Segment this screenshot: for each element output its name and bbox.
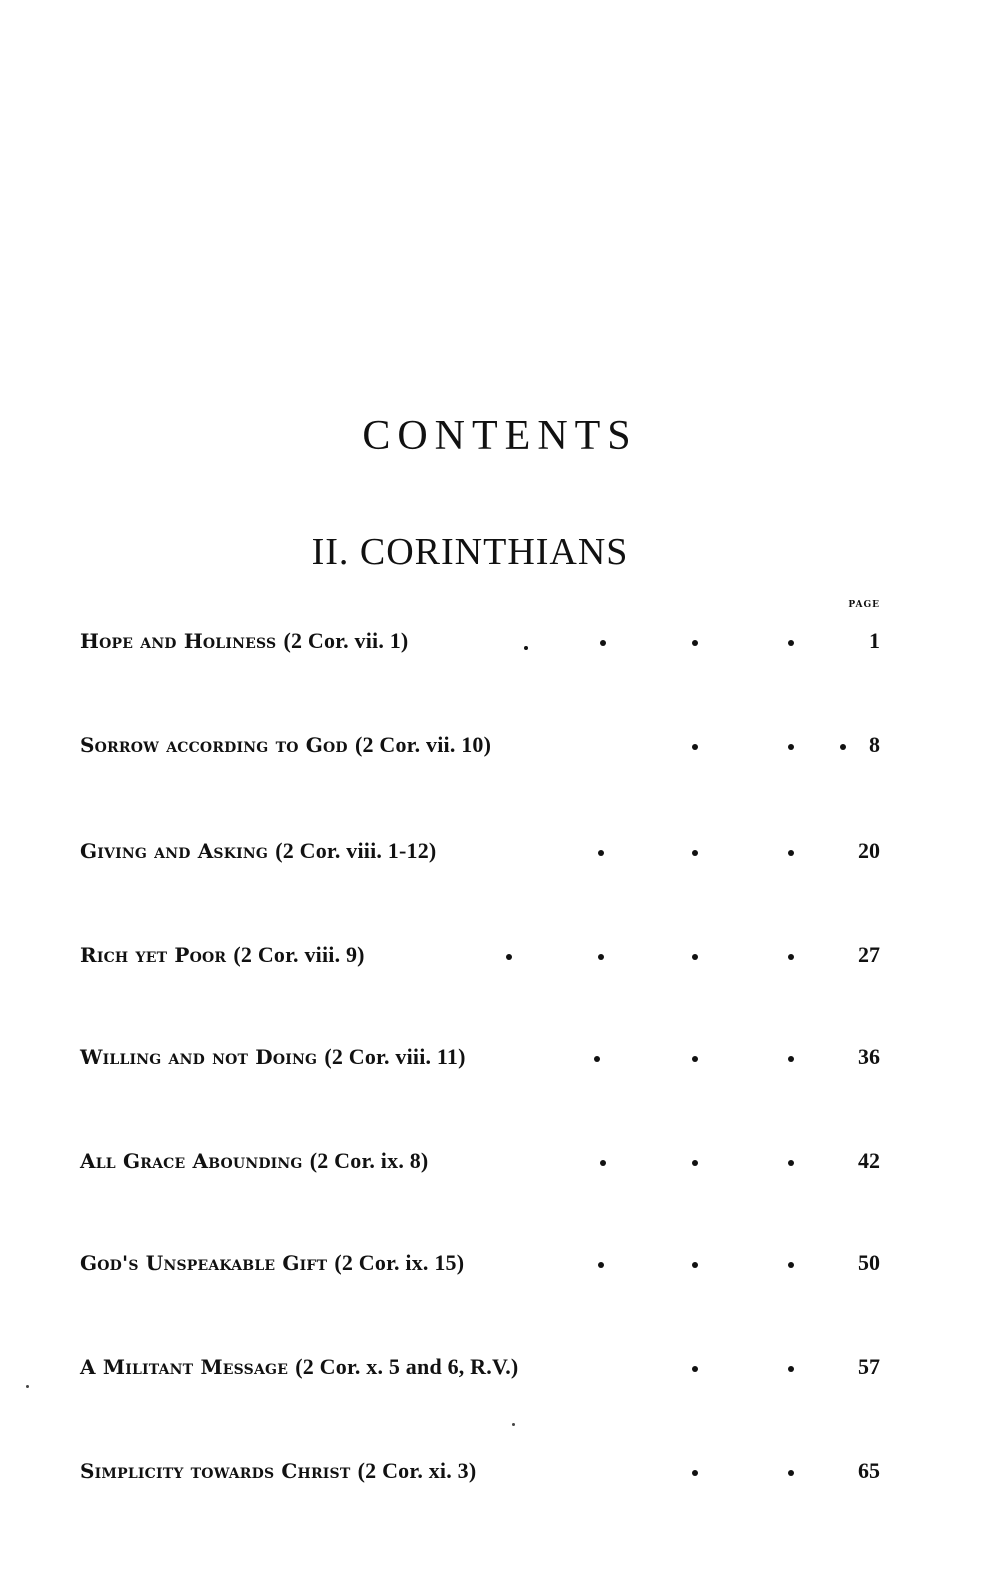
toc-entry-name: Giving and Asking <box>80 839 269 863</box>
toc-entry-title <box>80 838 436 864</box>
toc-entry-name: A Militant Message <box>80 1355 289 1379</box>
toc-entry-page: 42 <box>858 1148 880 1173</box>
leader-dot <box>788 1470 794 1476</box>
section-heading: II. CORINTHIANS <box>311 531 629 573</box>
toc-entry[interactable] <box>80 942 880 976</box>
leader-dot <box>692 1262 698 1268</box>
toc-entry[interactable] <box>80 1148 880 1182</box>
toc-entry-title <box>80 1148 428 1174</box>
stray-print-mark <box>512 1423 515 1426</box>
toc-entry-page: 27 <box>858 942 880 967</box>
leader-dot <box>692 744 698 750</box>
toc-entry-reference: (2 Cor. x. 5 and 6, R.V.) <box>295 1354 519 1379</box>
page-column-label: PAGE <box>848 600 880 610</box>
toc-entry-title <box>80 1354 518 1380</box>
leader-dot <box>840 744 846 750</box>
leader-dot <box>598 1262 604 1268</box>
toc-entry-reference: (2 Cor. xi. 3) <box>357 1458 477 1483</box>
leader-dot <box>788 954 794 960</box>
toc-entry-title <box>80 942 365 968</box>
toc-entry-page: 20 <box>858 838 880 863</box>
toc-entry-reference: (2 Cor. ix. 15) <box>334 1250 465 1275</box>
toc-entry[interactable] <box>80 1458 880 1492</box>
leader-dot <box>692 1160 698 1166</box>
toc-entry-reference: (2 Cor. ix. 8) <box>309 1148 429 1173</box>
stray-print-mark <box>26 1385 29 1388</box>
toc-entry-reference: (2 Cor. viii. 11) <box>324 1044 466 1069</box>
leader-dot <box>594 1056 600 1062</box>
leader-dot <box>524 646 528 650</box>
toc-entry[interactable] <box>80 838 880 872</box>
toc-entry-name: God's Unspeakable Gift <box>80 1251 328 1275</box>
toc-entry[interactable] <box>80 1354 880 1388</box>
toc-entry-title <box>80 1458 476 1484</box>
leader-dot <box>692 1470 698 1476</box>
toc-entry-reference: (2 Cor. viii. 9) <box>233 942 365 967</box>
toc-entry-name: Simplicity towards Christ <box>80 1459 351 1483</box>
leader-dot <box>598 954 604 960</box>
toc-entry[interactable] <box>80 628 880 662</box>
toc-entry-page: 65 <box>858 1458 880 1483</box>
toc-entry-title <box>80 628 408 654</box>
leader-dot <box>692 954 698 960</box>
toc-entry[interactable] <box>80 1250 880 1284</box>
toc-entry-title <box>80 1044 466 1070</box>
page-heading: CONTENTS <box>362 413 638 459</box>
leader-dot <box>598 850 604 856</box>
leader-dot <box>692 850 698 856</box>
toc-entry-name: Sorrow according to God <box>80 733 348 757</box>
toc-entry-name: Rich yet Poor <box>80 943 227 967</box>
leader-dot <box>506 954 512 960</box>
leader-dot <box>788 1160 794 1166</box>
toc-entry[interactable] <box>80 732 880 766</box>
toc-entry-reference: (2 Cor. viii. 1-12) <box>275 838 437 863</box>
leader-dot <box>788 744 794 750</box>
leader-dot <box>692 1366 698 1372</box>
toc-entry-page: 8 <box>869 732 880 757</box>
toc-entry-page: 50 <box>858 1250 880 1275</box>
toc-entry-page: 36 <box>858 1044 880 1069</box>
toc-entry[interactable] <box>80 1044 880 1078</box>
leader-dot <box>600 640 606 646</box>
leader-dot <box>788 850 794 856</box>
leader-dot <box>788 1262 794 1268</box>
leader-dot <box>692 1056 698 1062</box>
toc-entry-page: 1 <box>869 628 880 653</box>
toc-entry-reference: (2 Cor. vii. 1) <box>283 628 409 653</box>
toc-entry-reference: (2 Cor. vii. 10) <box>354 732 492 757</box>
toc-entry-title <box>80 732 491 758</box>
toc-entry-title <box>80 1250 464 1276</box>
toc-entry-name: Willing and not Doing <box>80 1045 318 1069</box>
toc-entry-name: All Grace Abounding <box>80 1149 303 1173</box>
leader-dot <box>600 1160 606 1166</box>
leader-dot <box>788 640 794 646</box>
leader-dot <box>788 1056 794 1062</box>
leader-dot <box>788 1366 794 1372</box>
toc-entry-page: 57 <box>858 1354 880 1379</box>
leader-dot <box>692 640 698 646</box>
toc-entry-name: Hope and Holiness <box>80 629 277 653</box>
